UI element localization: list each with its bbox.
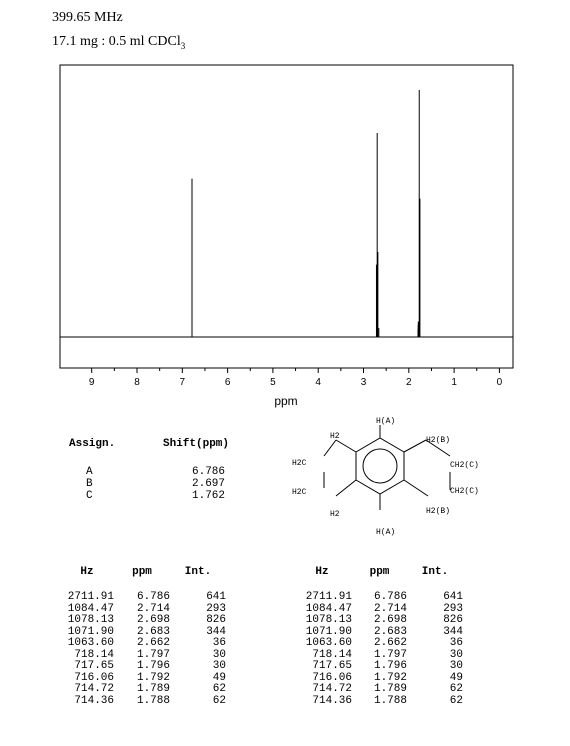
- cell-ppm: 1.788: [136, 694, 170, 707]
- ch2-bottom-left: H2: [330, 510, 340, 519]
- x-tick-label-9: 0: [496, 377, 503, 388]
- h-a-top: H(A): [376, 417, 396, 426]
- plot-frame: [60, 65, 513, 368]
- assign-header: Assign.: [69, 438, 116, 450]
- cell-ppm: 1.797: [373, 648, 407, 661]
- cell-int: 49: [212, 671, 226, 684]
- cell-hz: 717.65: [312, 660, 352, 672]
- col-hz: Hz: [315, 566, 329, 578]
- cell-hz: 718.14: [74, 648, 114, 661]
- table-row: [60, 696, 226, 708]
- cell-hz: 1063.60: [67, 637, 114, 649]
- cell-int: 36: [212, 637, 226, 649]
- cell-int: 30: [449, 648, 463, 661]
- x-tick-label-2: 7: [179, 377, 186, 388]
- cell-hz: 714.36: [312, 694, 352, 707]
- cell-int: 36: [449, 637, 463, 649]
- assign-label-b: B: [86, 478, 93, 490]
- cell-int: 641: [443, 591, 463, 603]
- cell-hz: 1078.13: [305, 614, 352, 626]
- table-row: [292, 615, 463, 627]
- cell-ppm: 1.796: [136, 660, 170, 672]
- peak-table-left: [60, 566, 226, 707]
- cell-ppm: 1.792: [373, 671, 407, 684]
- cell-ppm: 1.789: [136, 683, 170, 695]
- cell-ppm: 1.789: [373, 683, 407, 695]
- cell-int: 344: [443, 625, 463, 638]
- x-tick-label-8: 1: [451, 377, 457, 388]
- table-row: [292, 684, 463, 696]
- ch2-top-left: H2: [330, 432, 340, 441]
- x-tick-label-7: 2: [406, 377, 412, 388]
- cell-int: 826: [206, 614, 226, 626]
- table-row: [60, 592, 226, 604]
- sample-subscript: 3: [180, 40, 186, 51]
- cell-ppm: 2.714: [136, 602, 170, 615]
- cell-int: 62: [212, 683, 226, 695]
- x-tick-label-3: 6: [224, 377, 231, 388]
- cell-int: 62: [449, 683, 463, 695]
- cell-hz: 1078.13: [67, 614, 114, 626]
- table-row: [60, 661, 226, 673]
- cell-int: 49: [449, 671, 463, 684]
- assign-shift-b: 2.697: [192, 478, 226, 490]
- table-row: [60, 638, 226, 650]
- ch2-right-bottom: H2(B): [426, 507, 451, 516]
- col-ppm: ppm: [132, 566, 152, 578]
- assign-shift-a: 6.786: [192, 466, 226, 478]
- cell-ppm: 2.683: [136, 625, 170, 638]
- ch2-left-lower: H2C: [292, 488, 307, 497]
- x-tick-label-5: 4: [315, 377, 321, 388]
- cell-ppm: 2.714: [373, 602, 407, 615]
- cell-int: 826: [443, 614, 463, 626]
- cell-int: 30: [212, 660, 226, 672]
- cell-hz: 1084.47: [305, 602, 352, 615]
- h-a-bottom: H(A): [376, 528, 396, 537]
- cell-int: 293: [206, 602, 226, 615]
- cell-int: 30: [212, 648, 226, 661]
- table-row: [292, 696, 463, 708]
- col-int: Int.: [184, 566, 212, 578]
- ch2-right-mid-upper: CH2(C): [450, 461, 479, 470]
- cell-ppm: 2.662: [373, 637, 407, 649]
- cell-hz: 2711.91: [67, 591, 114, 603]
- cell-ppm: 1.792: [136, 671, 170, 684]
- cell-hz: 1063.60: [305, 637, 352, 649]
- table-row: [292, 638, 463, 650]
- assign-shift-c: 1.762: [192, 490, 226, 502]
- table-row: [60, 684, 226, 696]
- assign-label-a: A: [86, 466, 93, 478]
- cell-int: 30: [449, 660, 463, 672]
- col-hz: Hz: [80, 566, 94, 578]
- cell-int: 641: [206, 591, 226, 603]
- table-row: [60, 615, 226, 627]
- assign-label-c: C: [86, 490, 93, 502]
- ch2-right-mid-lower: CH2(C): [450, 487, 479, 496]
- x-tick-label-4: 5: [270, 377, 276, 388]
- x-tick-label-0: 9: [88, 377, 95, 388]
- cell-hz: 717.65: [74, 660, 114, 672]
- x-axis-label: ppm: [274, 394, 298, 408]
- cell-int: 293: [443, 602, 463, 615]
- cell-int: 62: [449, 694, 463, 707]
- cell-ppm: 2.662: [136, 637, 170, 649]
- cell-ppm: 6.786: [373, 591, 407, 603]
- table-row: [292, 592, 463, 604]
- cell-hz: 1084.47: [67, 602, 114, 615]
- cell-ppm: 2.683: [373, 625, 407, 638]
- cell-hz: 2711.91: [305, 591, 352, 603]
- cell-ppm: 2.698: [373, 614, 407, 626]
- cell-hz: 716.06: [312, 671, 352, 684]
- cell-hz: 714.36: [74, 694, 114, 707]
- x-tick-label-1: 8: [134, 377, 140, 388]
- ch2-right-top: H2(B): [426, 436, 451, 445]
- cell-hz: 1071.90: [67, 625, 114, 638]
- cell-hz: 1071.90: [305, 625, 352, 638]
- cell-int: 62: [212, 694, 226, 707]
- cell-int: 344: [206, 625, 226, 638]
- cell-ppm: 2.698: [136, 614, 170, 626]
- x-tick-label-6: 3: [360, 377, 367, 388]
- molecule-structure: [280, 410, 510, 540]
- col-int: Int.: [421, 566, 449, 578]
- table-row: [292, 661, 463, 673]
- cell-hz: 714.72: [312, 683, 352, 695]
- shift-header: Shift(ppm): [163, 438, 230, 450]
- cell-ppm: 1.797: [136, 648, 170, 661]
- peak-table-right: [292, 566, 463, 707]
- cell-ppm: 6.786: [136, 591, 170, 603]
- cell-hz: 714.72: [74, 683, 114, 695]
- cell-ppm: 1.796: [373, 660, 407, 672]
- cell-hz: 716.06: [74, 671, 114, 684]
- col-ppm: ppm: [369, 566, 390, 578]
- spectrometer-frequency: 399.65 MHz: [52, 10, 123, 25]
- sample-prefix: 17.1 mg : 0.5 ml CDCl: [52, 34, 181, 49]
- ch2-left-upper: H2C: [292, 459, 307, 468]
- cell-ppm: 1.788: [373, 694, 407, 707]
- cell-hz: 718.14: [312, 648, 352, 661]
